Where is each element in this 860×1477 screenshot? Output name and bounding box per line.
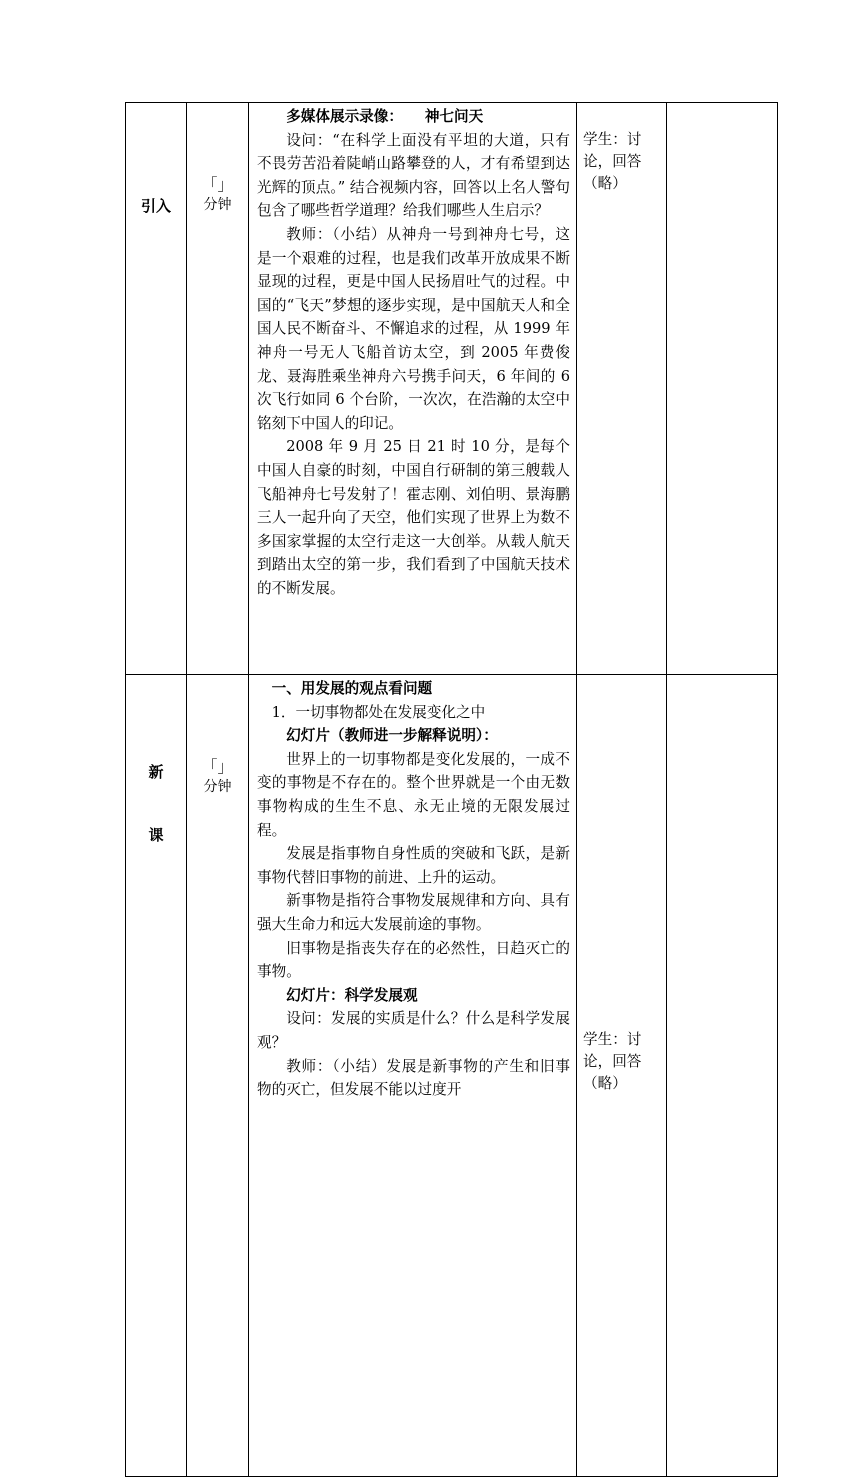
student-activity-text: 学生：讨论，回答（略） <box>583 131 642 192</box>
section-subheading: 1．一切事物都处在发展变化之中 <box>271 703 486 721</box>
time-unit: 分钟 <box>203 197 232 213</box>
remark-cell <box>667 103 778 675</box>
slide-heading: 幻灯片：科学发展观 <box>286 986 418 1004</box>
time-bracket: 「」 <box>201 757 234 776</box>
content-paragraph: 新事物是指符合事物发展规律和方向、具有强大生命力和远大发展前途的事物。 <box>257 892 570 933</box>
table-row-introduction <box>126 103 778 675</box>
stage-label-line1: 新 <box>148 763 164 781</box>
time-cell <box>187 103 249 675</box>
content-paragraph: 旧事物是指丧失存在的必然性，日趋灭亡的事物。 <box>257 939 570 981</box>
teaching-content-cell <box>249 103 577 675</box>
time-bracket: 「」 <box>201 175 234 194</box>
media-heading: 多媒体展示录像： 神七问天 <box>286 108 484 125</box>
time-cell <box>187 675 249 1477</box>
lesson-plan-table <box>125 102 778 1477</box>
teaching-content-cell <box>249 675 577 1477</box>
stage-label: 引入 <box>140 197 171 215</box>
content-paragraph: 发展是指事物自身性质的突破和飞跃，是新事物代替旧事物的前进、上升的运动。 <box>257 845 570 886</box>
table-row-new-lesson <box>126 675 778 1477</box>
stage-cell <box>126 675 187 1477</box>
content-paragraph: 教师：（小结）发展是新事物的产生和旧事物的灭亡，但发展不能以过度开 <box>257 1057 570 1099</box>
stage-label-line2: 课 <box>148 826 164 844</box>
student-activity-cell <box>577 103 667 675</box>
remark-cell <box>667 675 778 1477</box>
content-paragraph: 世界上的一切事物都是变化发展的，一成不变的事物是不存在的。整个世界就是一个由无数事物构成的生生不息、永无止境的无限发展过程。 <box>257 750 570 839</box>
slide-heading: 幻灯片（教师进一步解释说明）： <box>286 727 498 745</box>
stage-cell <box>126 103 187 675</box>
student-activity-cell <box>577 675 667 1477</box>
content-paragraph: 设问：发展的实质是什么？什么是科学发展观？ <box>257 1010 570 1051</box>
time-unit: 分钟 <box>203 779 232 795</box>
content-paragraph: 2008 年 9 月 25 日 21 时 10 分，是每个中国人自豪的时刻，中国自行研制的第三艘载人飞船神舟七号发射了！霍志刚、刘伯明、景海鹏三人一起升向了天空，他们实现了世界上为数不多国家掌握的太空行走这一大创举。从载人航天到踏出太空的第一步，我们看到了中国航天技术的不断发展。 <box>257 438 570 597</box>
content-paragraph: 教师：（小结）从神舟一号到神舟七号，这是一个艰难的过程，也是我们改革开放成果不断显现的过程，更是中国人民扬眉吐气的过程。中国的“飞天”梦想的逐步实现，是中国航天人和全国人民不断奋斗、不懈追求的过程，从 1999 年神舟一号无人飞船首访太空，到 2005 年费俊龙、聂海胜乘坐神舟六号携手问天，6 年间的 6 次飞行如同 6 个台阶，一次次，在浩瀚的太空中铭刻下中国人的印记。 <box>257 225 570 432</box>
section-heading: 一、用发展的观点看问题 <box>271 680 433 697</box>
student-activity-text: 学生：讨论，回答（略） <box>583 1031 642 1092</box>
content-paragraph: 设问：“在科学上面没有平坦的大道，只有不畏劳苦沿着陡峭山路攀登的人，才有希望到达光辉的顶点。” 结合视频内容，回答以上名人警句包含了哪些哲学道理？给我们哪些人生启示？ <box>257 131 570 220</box>
